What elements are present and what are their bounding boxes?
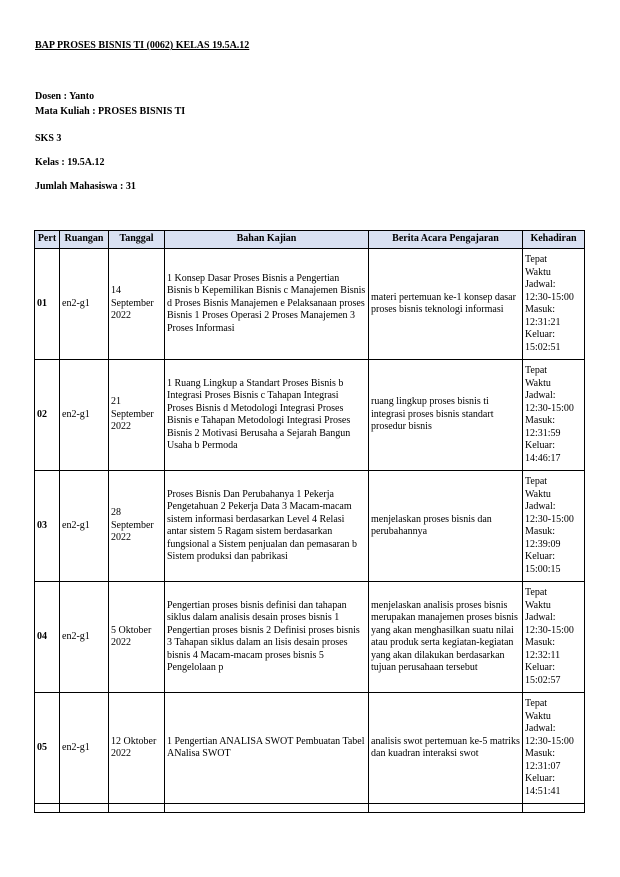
cell-kehadiran: Tepat Waktu Jadwal: 12:30-15:00 Masuk: 12:31:59 Keluar: 14:46:17 <box>523 360 585 471</box>
cell-ruangan: en2-g1 <box>60 582 109 693</box>
col-header-kehadiran: Kehadiran <box>523 231 585 249</box>
cell-bahan-kajian: 1 Konsep Dasar Proses Bisnis a Pengertian Bisnis b Kepemilikan Bisnis c Manajemen Bisnis d Proses Bisnis Manajemen e Pelaksanaan proses Bisnis 1 Proses Operasi 2 Proses Manajemen 3 Proses Informasi <box>165 249 369 360</box>
col-header-pert: Pert <box>35 231 60 249</box>
attendance-table <box>34 230 585 813</box>
cell-berita-acara: menjelaskan proses bisnis dan perubahannya <box>369 471 523 582</box>
cell-kehadiran: Tepat Waktu Jadwal: 12:30-15:00 Masuk: 12:39:09 Keluar: 15:00:15 <box>523 471 585 582</box>
cell-kehadiran: Tepat Waktu Jadwal: 12:30-15:00 Masuk: 12:31:21 Keluar: 15:02:51 <box>523 249 585 360</box>
cell-pert: 03 <box>35 471 60 582</box>
cell-kehadiran: Tepat Waktu Jadwal: 12:30-15:00 Masuk: 12:32:11 Keluar: 15:02:57 <box>523 582 585 693</box>
cell-tanggal: 28 September 2022 <box>109 471 165 582</box>
col-header-bahan-kajian: Bahan Kajian <box>165 231 369 249</box>
col-header-berita-acara: Berita Acara Pengajaran <box>369 231 523 249</box>
cell-berita-acara: materi pertemuan ke-1 konsep dasar proses bisnis teknologi informasi <box>369 249 523 360</box>
table-header-row <box>35 231 585 249</box>
cell-berita-acara: ruang lingkup proses bisnis ti integrasi proses bisnis standart prosedur bisnis <box>369 360 523 471</box>
table-row <box>35 360 585 471</box>
cell-ruangan: en2-g1 <box>60 471 109 582</box>
cell-tanggal: 5 Oktober 2022 <box>109 582 165 693</box>
jumlah-mahasiswa-label: Jumlah Mahasiswa : 31 <box>35 181 136 192</box>
kelas-label: Kelas : 19.5A.12 <box>35 157 105 168</box>
cell-berita-acara: analisis swot pertemuan ke-5 matriks dan kuadran interaksi swot <box>369 693 523 804</box>
cell-ruangan: en2-g1 <box>60 693 109 804</box>
cell-kehadiran: Tepat Waktu Jadwal: 12:30-15:00 Masuk: 12:31:07 Keluar: 14:51:41 <box>523 693 585 804</box>
cell-ruangan: en2-g1 <box>60 360 109 471</box>
table-row <box>35 471 585 582</box>
cell-bahan-kajian: 1 Ruang Lingkup a Standart Proses Bisnis b Integrasi Proses Bisnis c Tahapan Integrasi Proses Bisnis d Metodologi Integrasi Proses Bisnis e Tahapan Metodologi Integrasi Proses Bisnis 2 Motivasi Berusaha a Sejarah Bangun Usaha b Permoda <box>165 360 369 471</box>
cell-pert: 01 <box>35 249 60 360</box>
cell-pert: 02 <box>35 360 60 471</box>
dosen-label: Dosen : Yanto <box>35 91 95 102</box>
cell-bahan-kajian: Proses Bisnis Dan Perubahanya 1 Pekerja Pengetahuan 2 Pekerja Data 3 Macam-macam sistem informasi berdasarkan Level 4 Relasi antar sistem 5 Ragam sistem berdasarkan fungsional a Sistem penjualan dan pemasaran b Sistem produksi dan pabrikasi <box>165 471 369 582</box>
mata-kuliah-label: Mata Kuliah : PROSES BISNIS TI <box>35 106 186 117</box>
sks-label: SKS 3 <box>35 133 62 144</box>
cell-bahan-kajian: Pengertian proses bisnis definisi dan tahapan siklus dalam analisis desain proses bisnis 1 Pengertian proses bisnis 2 Definisi proses bisnis 3 Tahapan siklus dalam an lisis desain proses bisnis 4 Macam-macam proses bisnis 5 Pengelolaan p <box>165 582 369 693</box>
document-title: BAP PROSES BISNIS TI (0062) KELAS 19.5A.12 <box>35 40 250 51</box>
cell-bahan-kajian: 1 Pengertian ANALISA SWOT Pembuatan Tabel ANalisa SWOT <box>165 693 369 804</box>
table-row <box>35 693 585 804</box>
col-header-tanggal: Tanggal <box>109 231 165 249</box>
cell-tanggal: 12 Oktober 2022 <box>109 693 165 804</box>
table-row-continuation <box>35 804 585 813</box>
table-row <box>35 249 585 360</box>
cell-berita-acara: menjelaskan analisis proses bisnis merupakan manajemen proses bisnis yang akan menghasilkan suatu nilai atau produk serta kegiatan-kegiatan yang akan dilakukan berdasarkan tujuan perusahaan tersebut <box>369 582 523 693</box>
table-row <box>35 582 585 693</box>
cell-tanggal: 14 September 2022 <box>109 249 165 360</box>
cell-ruangan: en2-g1 <box>60 249 109 360</box>
cell-pert: 05 <box>35 693 60 804</box>
cell-pert: 04 <box>35 582 60 693</box>
col-header-ruangan: Ruangan <box>60 231 109 249</box>
cell-tanggal: 21 September 2022 <box>109 360 165 471</box>
